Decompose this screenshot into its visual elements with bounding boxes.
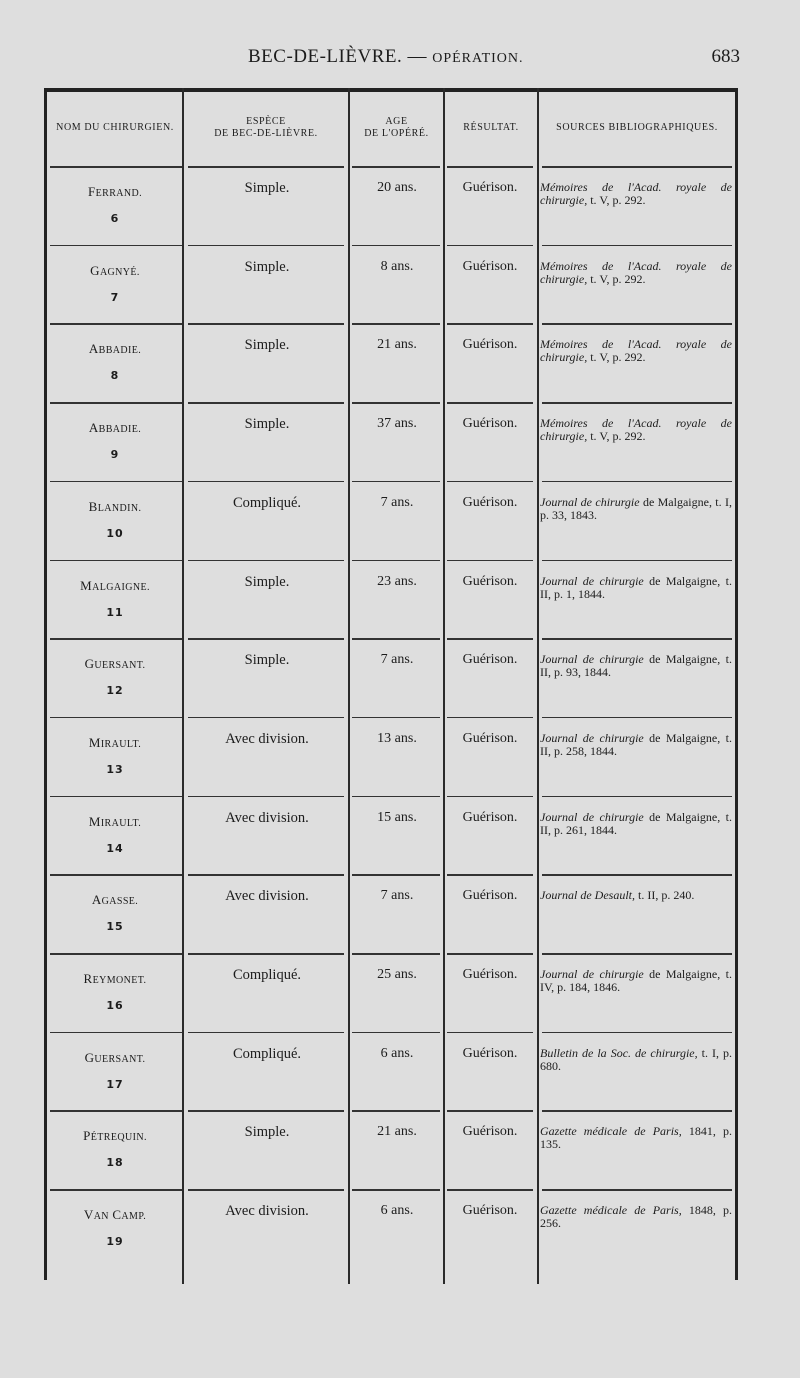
patient-age: 15 ans. <box>377 809 417 825</box>
surgeon-name: REYMONET. <box>83 971 147 986</box>
patient-age: 20 ans. <box>377 180 417 195</box>
row-rule <box>188 1189 344 1191</box>
source-title: Mémoires de l'Acad. royale de chirurgie, <box>540 416 732 444</box>
table-row <box>44 1110 738 1189</box>
row-rule <box>542 638 732 640</box>
table-row <box>44 245 738 324</box>
lip-type: Simple. <box>244 180 290 196</box>
surgeon-name: GUERSANT. <box>84 656 146 672</box>
row-rule <box>352 245 440 247</box>
header-espece <box>184 98 348 158</box>
header-surgeon <box>48 98 182 158</box>
row-rule <box>50 402 182 404</box>
row-rule <box>542 481 732 483</box>
row-rule <box>352 1110 440 1112</box>
source-title: Gazette médicale de Paris, <box>540 1124 682 1139</box>
source-title: Mémoires de l'Acad. royale de chirurgie, <box>540 180 732 207</box>
outcome: Guérison. <box>462 416 518 432</box>
row-rule <box>50 874 182 876</box>
row-rule <box>447 874 533 876</box>
lip-type: Avec division. <box>225 730 309 747</box>
source-details: 1841, p. 135. <box>540 1124 732 1152</box>
table-top-rule <box>44 88 738 92</box>
source-details: t. V, p. 292. <box>587 193 646 207</box>
bibliographic-source <box>540 1125 732 1151</box>
table-row <box>44 323 738 402</box>
row-rule <box>447 1110 533 1112</box>
patient-age: 6 ans. <box>380 1045 414 1061</box>
lip-type: Simple. <box>244 416 290 433</box>
row-rule <box>447 481 533 483</box>
lip-type: Simple. <box>244 652 290 669</box>
patient-age: 7 ans. <box>380 652 414 668</box>
header-result-label: RÉSULTAT. <box>463 122 519 133</box>
surgeon-name: PÉTREQUIN. <box>83 1128 147 1144</box>
row-rule <box>447 717 533 719</box>
bibliographic-source <box>540 260 732 286</box>
source-details: t. V, p. 292. <box>587 350 646 365</box>
row-rule <box>447 560 533 562</box>
case-number: 17 <box>106 1077 124 1091</box>
row-rule <box>447 166 533 168</box>
row-rule <box>352 1189 440 1191</box>
case-number: 14 <box>106 841 124 855</box>
bibliographic-source <box>540 338 732 364</box>
running-head <box>0 46 800 76</box>
row-rule <box>50 1189 182 1191</box>
header-espece-line2: DE BEC-DE-LIÈVRE. <box>214 128 318 139</box>
source-details: de Malgaigne, t. I, p. 33, 1843. <box>540 494 732 522</box>
source-title: Mémoires de l'Acad. royale de chirurgie, <box>540 337 732 365</box>
source-details: de Malgaigne, t. II, p. 93, 1844. <box>540 652 732 680</box>
header-age <box>350 98 443 158</box>
table-row <box>44 874 738 953</box>
table-row <box>44 481 738 560</box>
header-age-line2: DE L'OPÉRÉ. <box>364 128 429 139</box>
outcome: Guérison. <box>462 1124 518 1140</box>
row-rule <box>447 402 533 404</box>
row-rule <box>188 323 344 325</box>
row-rule <box>352 481 440 483</box>
patient-age: 13 ans. <box>377 730 417 746</box>
case-number: 13 <box>106 762 124 776</box>
table-row <box>44 796 738 875</box>
row-rule <box>188 481 344 483</box>
row-rule <box>50 796 182 798</box>
row-rule <box>352 1032 440 1034</box>
lip-type: Avec division. <box>225 888 309 905</box>
case-number: 9 <box>110 448 120 462</box>
surgeon-name: ABBADIE. <box>88 341 142 357</box>
row-rule <box>542 323 732 325</box>
case-number: 18 <box>106 1156 124 1170</box>
outcome: Guérison. <box>462 809 518 825</box>
case-number: 7 <box>110 290 120 304</box>
table-row <box>44 638 738 717</box>
outcome: Guérison. <box>462 888 518 904</box>
row-rule <box>542 796 732 798</box>
page-number: 683 <box>711 46 740 67</box>
bibliographic-source <box>540 968 732 994</box>
source-title: Journal de Desault, <box>540 888 635 903</box>
row-rule <box>50 323 182 325</box>
table-row <box>44 717 738 796</box>
row-rule <box>50 638 182 640</box>
title-main: BEC-DE-LIÈVRE. <box>248 46 403 67</box>
row-rule <box>188 796 344 798</box>
lip-type: Compliqué. <box>232 967 302 983</box>
lip-type: Simple. <box>244 1124 290 1141</box>
table-row <box>44 402 738 481</box>
patient-age: 21 ans. <box>377 337 417 353</box>
surgeon-name: FERRAND. <box>87 184 143 199</box>
row-rule <box>188 166 344 168</box>
source-title: Journal de chirurgie <box>540 652 644 667</box>
row-rule <box>447 953 533 955</box>
header-result <box>445 98 537 158</box>
row-rule <box>352 796 440 798</box>
row-rule <box>542 245 732 247</box>
outcome: Guérison. <box>462 573 518 589</box>
table-row <box>44 1032 738 1111</box>
case-number: 6 <box>110 212 120 225</box>
row-rule <box>447 323 533 325</box>
outcome: Guérison. <box>462 652 518 668</box>
patient-age: 25 ans. <box>377 967 417 982</box>
row-rule <box>352 560 440 562</box>
outcome: Guérison. <box>462 258 518 274</box>
source-title: Bulletin de la Soc. de chirurgie, <box>540 1045 698 1060</box>
bibliographic-source <box>540 732 732 758</box>
bibliographic-source <box>540 1047 732 1073</box>
outcome: Guérison. <box>462 1045 518 1061</box>
row-rule <box>188 560 344 562</box>
bibliographic-source <box>540 575 732 601</box>
lip-type: Avec division. <box>225 809 309 826</box>
header-sources-label: SOURCES BIBLIOGRAPHIQUES. <box>556 122 718 133</box>
outcome: Guérison. <box>462 494 518 510</box>
row-rule <box>352 402 440 404</box>
source-details: t. V, p. 292. <box>587 271 646 286</box>
row-rule <box>352 323 440 325</box>
case-number: 8 <box>110 369 120 383</box>
row-rule <box>50 717 182 719</box>
row-rule <box>447 796 533 798</box>
header-espece-line1: ESPÈCE <box>246 116 286 127</box>
row-rule <box>447 245 533 247</box>
row-rule <box>542 953 732 955</box>
surgeon-name: MIRAULT. <box>88 813 142 829</box>
case-number: 19 <box>106 1235 124 1249</box>
lip-type: Compliqué. <box>232 1045 302 1062</box>
row-rule <box>352 874 440 876</box>
row-rule <box>447 1032 533 1034</box>
surgeon-name: ABBADIE. <box>88 420 142 436</box>
header-age-line1: AGE <box>385 116 408 127</box>
row-rule <box>188 1110 344 1112</box>
row-rule <box>188 717 344 719</box>
row-rule <box>188 874 344 876</box>
surgeon-name: VAN CAMP. <box>83 1207 147 1223</box>
row-rule <box>447 638 533 640</box>
surgeon-name: BLANDIN. <box>88 498 142 514</box>
row-rule <box>542 402 732 404</box>
patient-age: 37 ans. <box>377 416 417 432</box>
page-title <box>248 46 524 68</box>
row-rule <box>50 1032 182 1034</box>
row-rule <box>447 1189 533 1191</box>
case-number: 15 <box>106 920 124 934</box>
case-number: 11 <box>106 605 124 619</box>
patient-age: 21 ans. <box>377 1124 417 1140</box>
source-title: Journal de chirurgie <box>540 573 644 588</box>
lip-type: Avec division. <box>225 1203 309 1220</box>
row-rule <box>188 953 344 955</box>
surgeon-name: AGASSE. <box>91 892 139 908</box>
table-row <box>44 953 738 1032</box>
lip-type: Simple. <box>244 337 290 354</box>
row-rule <box>50 953 182 955</box>
row-rule <box>188 1032 344 1034</box>
lip-type: Compliqué. <box>232 494 302 511</box>
row-rule <box>542 1189 732 1191</box>
header-sources <box>539 98 735 158</box>
surgeon-name: GAGNYÉ. <box>90 262 140 278</box>
source-details: t. V, p. 292. <box>587 429 646 444</box>
source-details: de Malgaigne, t. II, p. 261, 1844. <box>540 809 732 837</box>
source-title: Journal de chirurgie <box>540 809 644 824</box>
case-number: 10 <box>106 526 124 540</box>
row-rule <box>188 638 344 640</box>
lip-type: Simple. <box>244 258 290 275</box>
row-rule <box>188 245 344 247</box>
bibliographic-source <box>540 181 732 207</box>
table-row <box>44 166 738 245</box>
bibliographic-source <box>540 1204 732 1230</box>
outcome: Guérison. <box>462 337 518 353</box>
source-title: Journal de chirurgie <box>540 494 640 509</box>
row-rule <box>542 1110 732 1112</box>
outcome: Guérison. <box>462 180 518 195</box>
row-rule <box>542 166 732 168</box>
bibliographic-source <box>540 496 732 522</box>
source-details: de Malgaigne, t. II, p. 258, 1844. <box>540 730 732 758</box>
patient-age: 6 ans. <box>380 1203 414 1219</box>
header-surgeon-label: NOM DU CHIRURGIEN. <box>56 122 174 133</box>
table-row <box>44 560 738 639</box>
source-title: Journal de chirurgie <box>540 967 644 981</box>
case-number: 12 <box>106 684 124 698</box>
source-title: Mémoires de l'Acad. royale de chirurgie, <box>540 258 732 286</box>
row-rule <box>542 874 732 876</box>
source-details: de Malgaigne, t. II, p. 1, 1844. <box>540 573 732 601</box>
patient-age: 23 ans. <box>377 573 417 589</box>
bibliographic-source <box>540 417 732 443</box>
case-number: 16 <box>106 999 124 1012</box>
patient-age: 7 ans. <box>380 494 414 510</box>
surgeon-name: MIRAULT. <box>88 734 142 750</box>
title-subtitle: OPÉRATION. <box>432 51 524 66</box>
row-rule <box>542 717 732 719</box>
row-rule <box>352 166 440 168</box>
row-rule <box>50 166 182 168</box>
bibliographic-source <box>540 811 732 837</box>
outcome: Guérison. <box>462 967 518 982</box>
row-rule <box>50 481 182 483</box>
source-details: t. I, p. 680. <box>540 1045 732 1073</box>
patient-age: 7 ans. <box>380 888 414 904</box>
row-rule <box>50 245 182 247</box>
bibliographic-source <box>540 653 732 679</box>
lip-type: Simple. <box>244 573 290 590</box>
source-title: Gazette médicale de Paris, <box>540 1203 682 1218</box>
source-title: Journal de chirurgie <box>540 730 644 745</box>
patient-age: 8 ans. <box>380 258 414 274</box>
source-details: de Malgaigne, t. IV, p. 184, 1846. <box>540 967 732 994</box>
source-details: t. II, p. 240. <box>635 888 695 903</box>
source-details: 1848, p. 256. <box>540 1203 732 1231</box>
case-table <box>44 88 738 1280</box>
row-rule <box>352 953 440 955</box>
table-row <box>44 1189 738 1268</box>
row-rule <box>50 560 182 562</box>
surgeon-name: GUERSANT. <box>84 1049 146 1065</box>
row-rule <box>352 638 440 640</box>
bibliographic-source <box>540 889 732 902</box>
surgeon-name: MALGAIGNE. <box>80 577 150 593</box>
title-separator: — <box>402 46 433 67</box>
row-rule <box>352 717 440 719</box>
outcome: Guérison. <box>462 730 518 746</box>
row-rule <box>188 402 344 404</box>
row-rule <box>50 1110 182 1112</box>
outcome: Guérison. <box>462 1203 518 1219</box>
row-rule <box>542 560 732 562</box>
row-rule <box>542 1032 732 1034</box>
